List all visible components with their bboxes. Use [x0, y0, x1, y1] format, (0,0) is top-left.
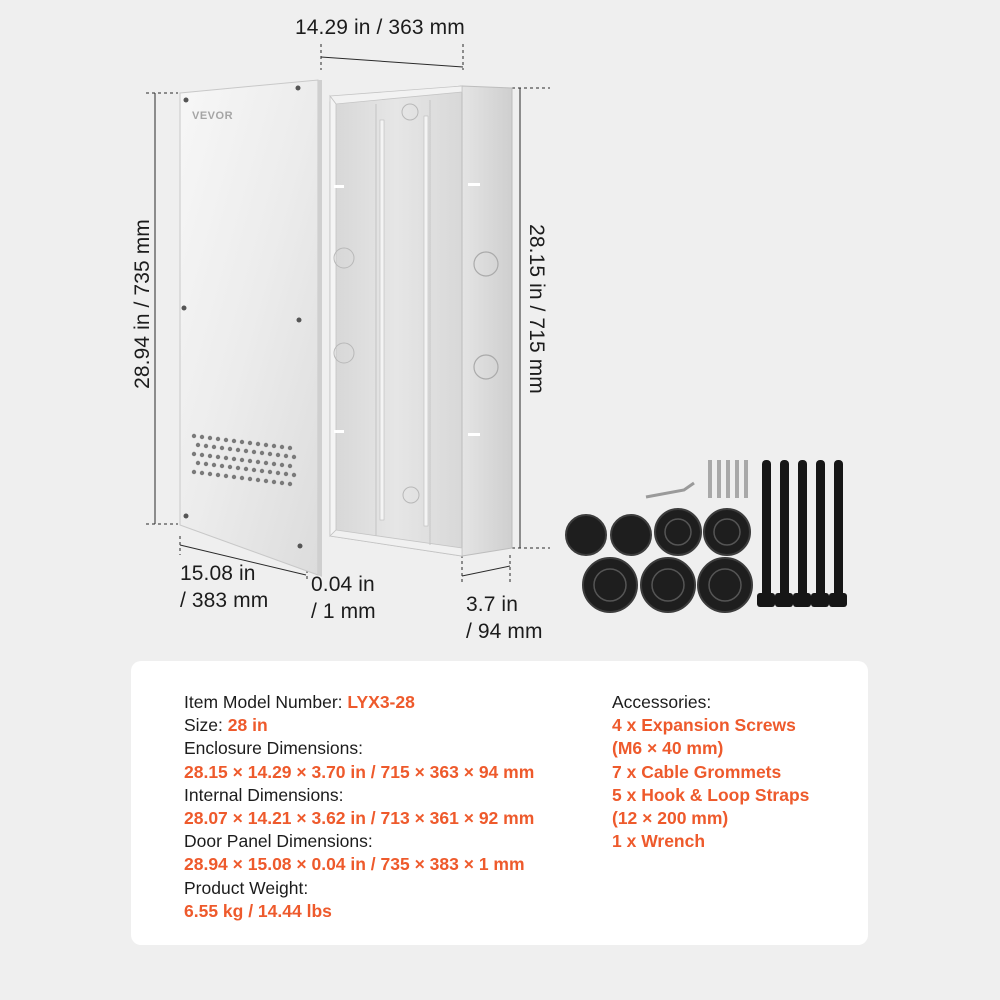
spec-door-value: 28.94 × 15.08 × 0.04 in / 735 × 383 × 1 mm: [184, 854, 525, 875]
dimension-depth-line1: 3.7 in: [466, 593, 518, 616]
spec-card: [131, 661, 868, 945]
spec-enclosure-label: Enclosure Dimensions:: [184, 738, 363, 759]
accessory-item: 4 x Expansion Screws: [612, 715, 796, 736]
wrench-icon: [646, 483, 694, 497]
spec-size-label: Size:: [184, 715, 228, 736]
door-panel: [180, 80, 322, 577]
spec-model-value: LYX3-28: [347, 692, 415, 712]
dimension-width-top: 14.29 in / 363 mm: [295, 16, 465, 39]
spec-internal-label: Internal Dimensions:: [184, 784, 344, 805]
spec-door-label: Door Panel Dimensions:: [184, 831, 373, 852]
spec-size: [184, 714, 584, 737]
spec-size-value: 28 in: [227, 715, 268, 736]
accessory-item: 7 x Cable Grommets: [612, 761, 782, 782]
accessory-item: 5 x Hook & Loop Straps: [612, 784, 810, 805]
enclosure-box: [330, 86, 512, 556]
spec-model-label: Item Model Number:: [184, 692, 348, 712]
spec-enclosure-value: 28.15 × 14.29 × 3.70 in / 715 × 363 × 94 mm: [184, 761, 535, 782]
dimension-door-width-line2: / 383 mm: [180, 589, 269, 612]
accessory-item: (12 × 200 mm): [612, 808, 729, 829]
dimension-door-thickness-line1: 0.04 in: [311, 573, 375, 596]
dimension-door-height: 28.94 in / 735 mm: [131, 219, 154, 389]
accessories-illustration: [566, 460, 847, 612]
hook-loop-straps: [757, 460, 847, 607]
dimension-door-thickness-line2: / 1 mm: [311, 600, 376, 623]
accessories-label: Accessories:: [612, 692, 712, 712]
expansion-screws: [708, 460, 748, 498]
spec-list: [184, 691, 584, 923]
dimension-depth-line2: / 94 mm: [466, 620, 543, 643]
brand-logo: VEVOR: [192, 110, 234, 122]
dimension-box-height: 28.15 in / 715 mm: [525, 224, 548, 394]
spec-internal-value: 28.07 × 14.21 × 3.62 in / 713 × 361 × 92 mm: [184, 808, 535, 829]
spec-model: [184, 691, 584, 714]
spec-weight-value: 6.55 kg / 14.44 lbs: [184, 900, 332, 921]
accessories-list: [612, 691, 852, 853]
dimension-door-width-line1: 15.08 in: [180, 562, 256, 585]
accessory-item: (M6 × 40 mm): [612, 738, 724, 759]
spec-weight-label: Product Weight:: [184, 877, 309, 898]
cable-grommets: [566, 509, 752, 612]
accessory-item: 1 x Wrench: [612, 831, 706, 852]
